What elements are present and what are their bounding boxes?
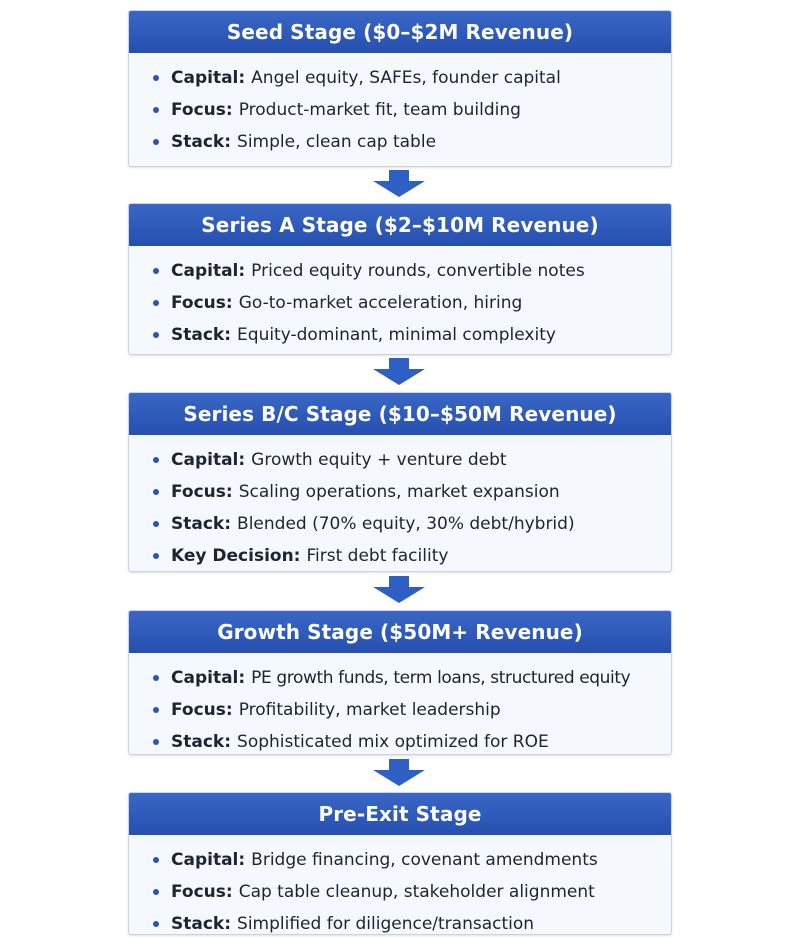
bullet-dot-icon bbox=[153, 521, 159, 527]
bullet-text: Go-to-market acceleration, hiring bbox=[238, 293, 523, 313]
stage-series-bc bbox=[128, 392, 672, 572]
bullet-capital bbox=[153, 844, 671, 876]
stage-series-a bbox=[128, 203, 672, 355]
bullet-text: Profitability, market leadership bbox=[238, 700, 501, 720]
bullet-stack bbox=[153, 726, 671, 755]
bullet-text: Sophisticated mix optimized for ROE bbox=[237, 732, 549, 752]
bullet-label: Capital: bbox=[171, 450, 246, 470]
bullet-text: Scaling operations, market expansion bbox=[238, 482, 560, 502]
bullet-focus bbox=[153, 694, 671, 726]
bullet-label: Focus: bbox=[171, 293, 233, 313]
bullet-dot-icon bbox=[153, 921, 159, 927]
bullet-stack bbox=[153, 508, 671, 540]
stage-title: Series B/C Stage ($10–$50M Revenue) bbox=[129, 393, 671, 435]
bullet-label: Capital: bbox=[171, 850, 246, 870]
bullet-capital bbox=[153, 62, 671, 94]
bullet-dot-icon bbox=[153, 553, 159, 559]
bullet-dot-icon bbox=[153, 457, 159, 463]
bullet-capital bbox=[153, 444, 671, 476]
bullet-stack bbox=[153, 908, 671, 935]
bullet-dot-icon bbox=[153, 268, 159, 274]
bullet-dot-icon bbox=[153, 107, 159, 113]
bullet-text: Simple, clean cap table bbox=[237, 132, 437, 152]
bullet-dot-icon bbox=[153, 489, 159, 495]
bullet-label: Focus: bbox=[171, 700, 233, 720]
bullet-dot-icon bbox=[153, 707, 159, 713]
bullet-stack bbox=[153, 319, 671, 351]
bullet-capital bbox=[153, 255, 671, 287]
bullet-dot-icon bbox=[153, 889, 159, 895]
bullet-focus bbox=[153, 476, 671, 508]
bullet-label: Capital: bbox=[171, 261, 246, 281]
stage-title: Series A Stage ($2–$10M Revenue) bbox=[129, 204, 671, 246]
stage-growth bbox=[128, 610, 672, 755]
down-arrow-icon bbox=[371, 358, 427, 386]
bullet-key-decision bbox=[153, 540, 671, 572]
bullet-text: Simplified for diligence/transaction bbox=[237, 914, 535, 934]
bullet-focus bbox=[153, 94, 671, 126]
bullet-dot-icon bbox=[153, 332, 159, 338]
bullet-label: Stack: bbox=[171, 914, 232, 934]
stage-title: Pre-Exit Stage bbox=[129, 793, 671, 835]
stage-bullets bbox=[129, 653, 671, 755]
bullet-text: Equity-dominant, minimal complexity bbox=[237, 325, 556, 345]
stage-title: Seed Stage ($0–$2M Revenue) bbox=[129, 11, 671, 53]
bullet-text: Blended (70% equity, 30% debt/hybrid) bbox=[237, 514, 575, 534]
bullet-dot-icon bbox=[153, 675, 159, 681]
bullet-text: First debt facility bbox=[306, 546, 449, 566]
bullet-label: Key Decision: bbox=[171, 546, 301, 566]
bullet-text: Growth equity + venture debt bbox=[251, 450, 507, 470]
bullet-label: Capital: bbox=[171, 668, 246, 688]
bullet-stack bbox=[153, 126, 671, 158]
bullet-label: Stack: bbox=[171, 732, 232, 752]
bullet-dot-icon bbox=[153, 75, 159, 81]
bullet-text: Product-market fit, team building bbox=[238, 100, 521, 120]
bullet-label: Stack: bbox=[171, 325, 232, 345]
bullet-capital bbox=[153, 662, 671, 694]
bullet-text: PE growth funds, term loans, structured equity bbox=[251, 668, 631, 688]
bullet-text: Angel equity, SAFEs, founder capital bbox=[251, 68, 561, 88]
bullet-dot-icon bbox=[153, 739, 159, 745]
stage-pre-exit bbox=[128, 792, 672, 935]
down-arrow-icon bbox=[371, 759, 427, 787]
bullet-focus bbox=[153, 287, 671, 319]
bullet-label: Stack: bbox=[171, 132, 232, 152]
bullet-text: Bridge financing, covenant amendments bbox=[251, 850, 598, 870]
stage-seed bbox=[128, 10, 672, 167]
bullet-text: Priced equity rounds, convertible notes bbox=[251, 261, 585, 281]
bullet-label: Stack: bbox=[171, 514, 232, 534]
bullet-label: Focus: bbox=[171, 482, 233, 502]
bullet-dot-icon bbox=[153, 139, 159, 145]
bullet-dot-icon bbox=[153, 857, 159, 863]
stage-bullets bbox=[129, 435, 671, 572]
down-arrow-icon bbox=[371, 576, 427, 604]
bullet-label: Focus: bbox=[171, 100, 233, 120]
stage-bullets bbox=[129, 246, 671, 351]
bullet-focus bbox=[153, 876, 671, 908]
stage-bullets bbox=[129, 835, 671, 935]
bullet-dot-icon bbox=[153, 300, 159, 306]
stage-title: Growth Stage ($50M+ Revenue) bbox=[129, 611, 671, 653]
down-arrow-icon bbox=[371, 170, 427, 198]
bullet-label: Focus: bbox=[171, 882, 233, 902]
stage-bullets bbox=[129, 53, 671, 158]
bullet-text: Cap table cleanup, stakeholder alignment bbox=[238, 882, 595, 902]
bullet-label: Capital: bbox=[171, 68, 246, 88]
